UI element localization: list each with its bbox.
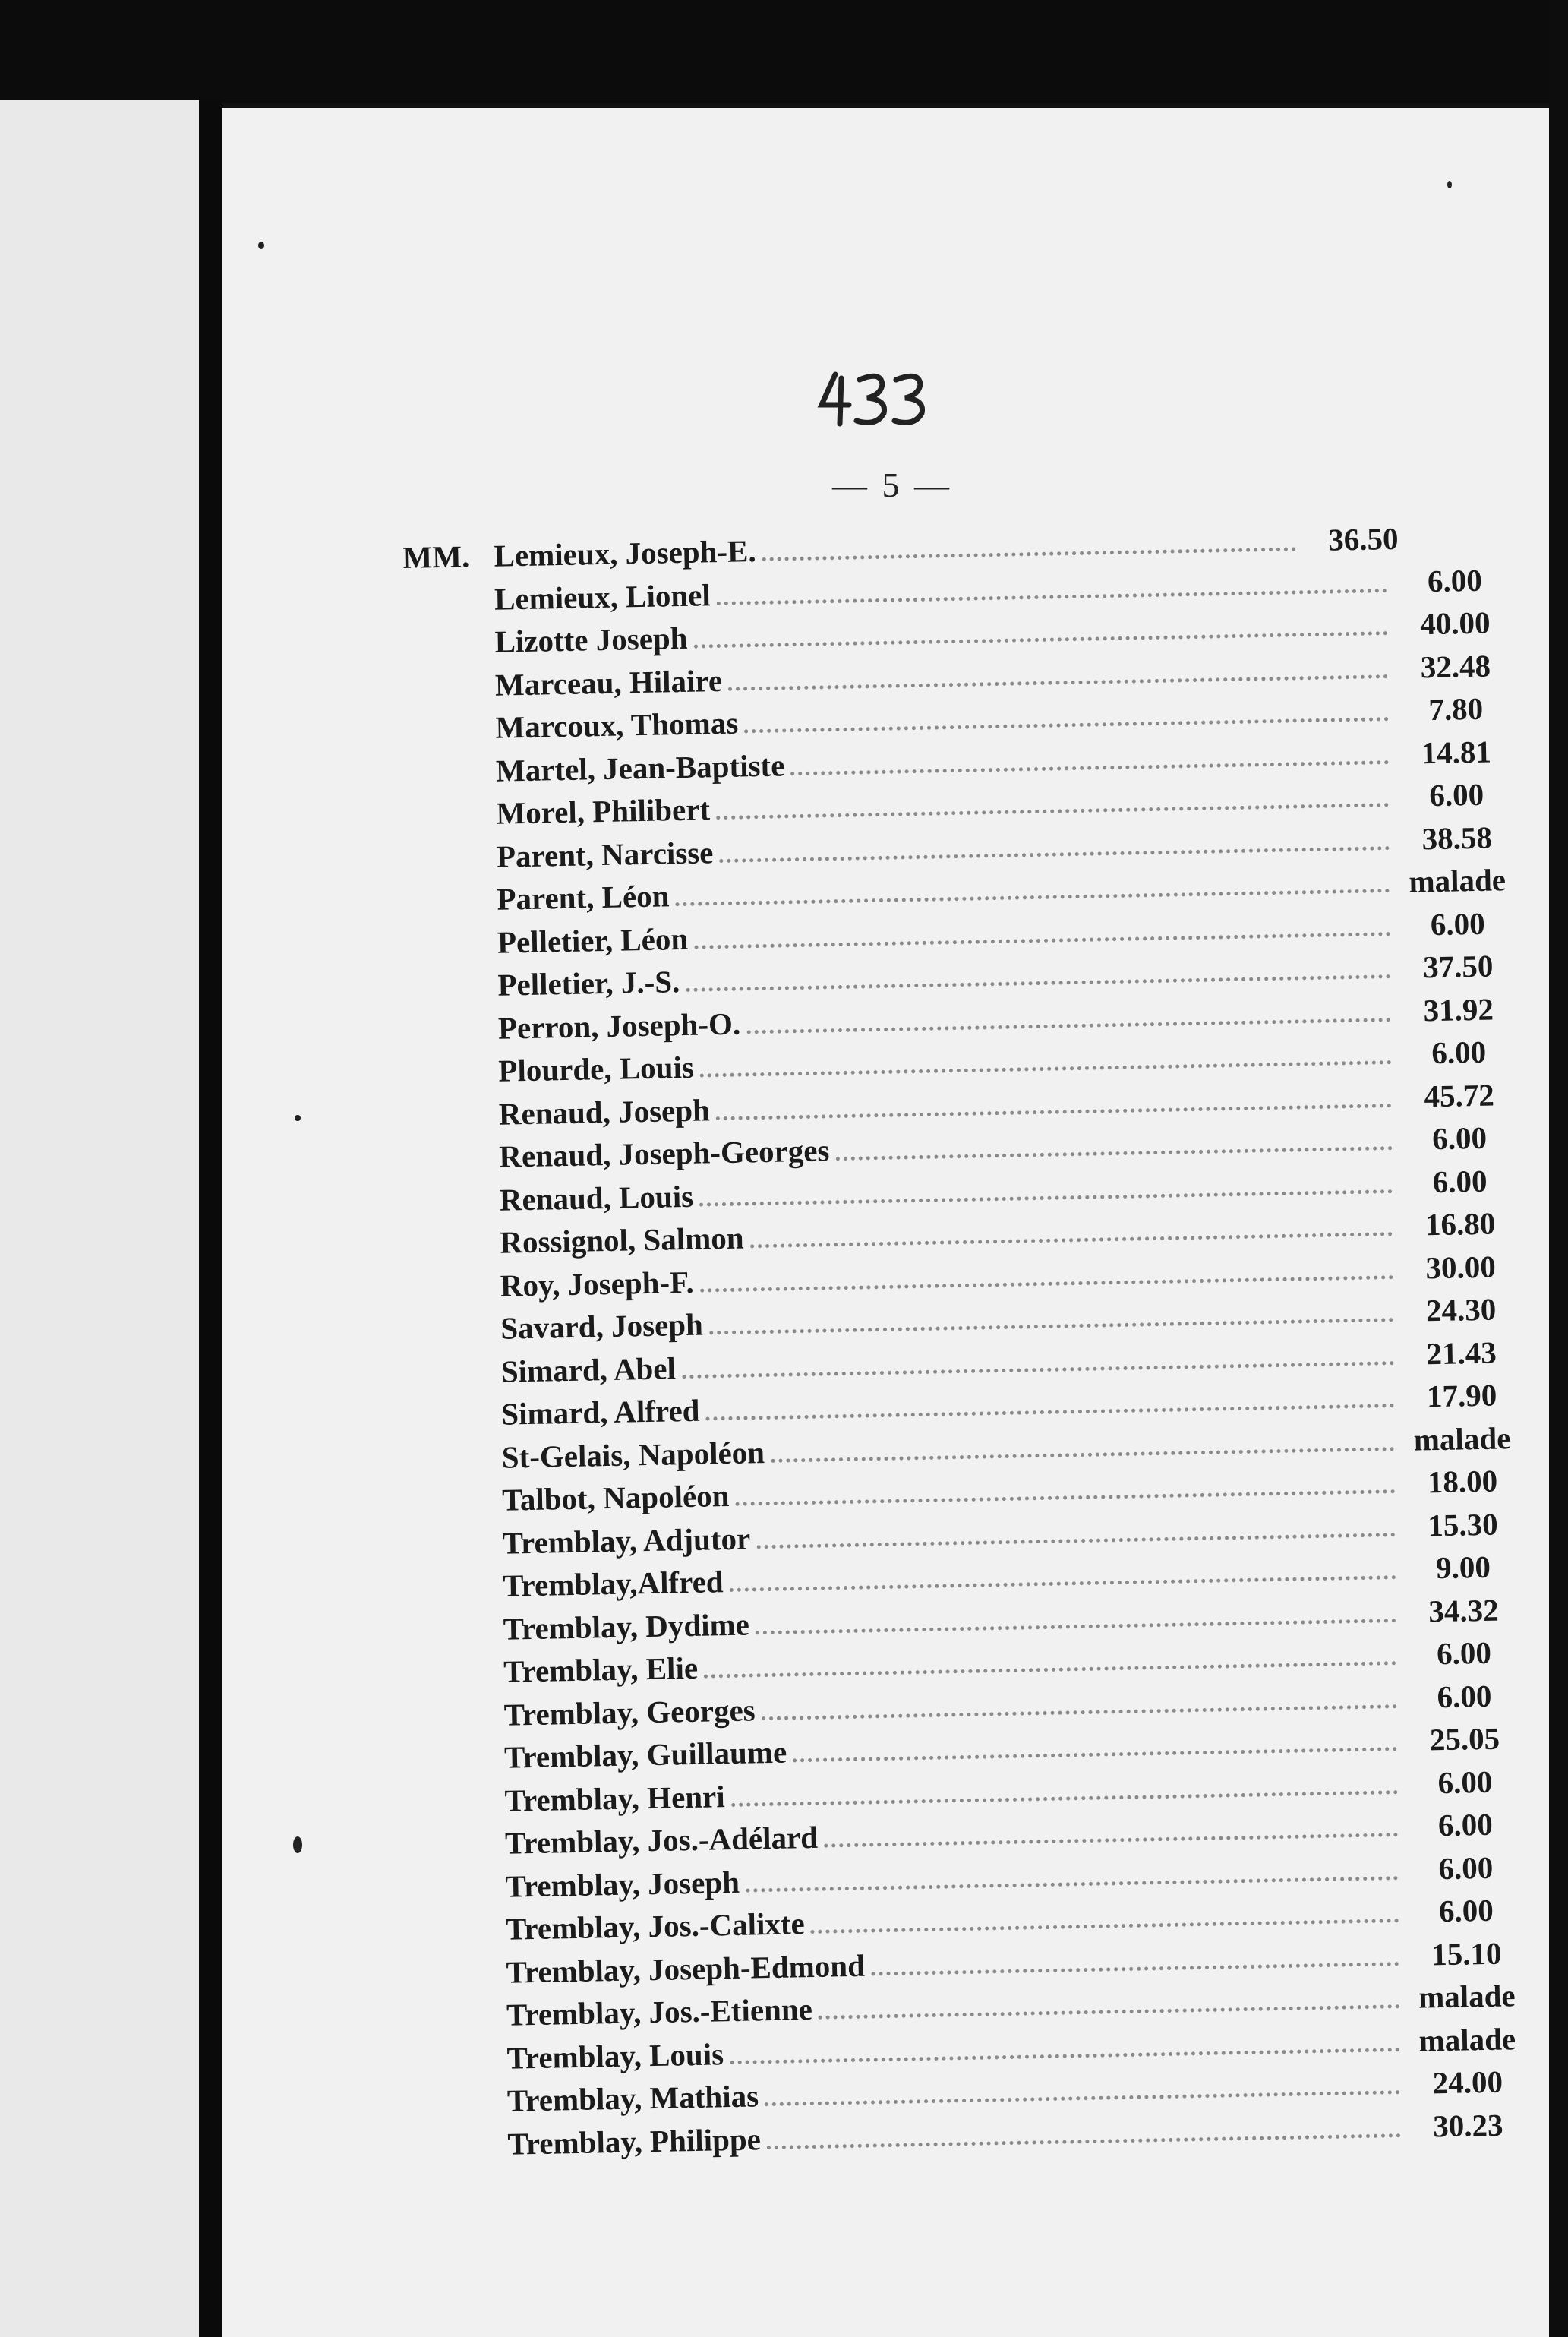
entry-amount: 6.00	[1428, 776, 1484, 813]
entry-name: Pelletier, Léon	[497, 921, 689, 960]
dot-leader	[824, 1833, 1398, 1848]
entry-amount: 32.48	[1420, 648, 1491, 684]
entry-name: Tremblay, Joseph-Edmond	[506, 1947, 866, 1990]
contribution-list	[402, 513, 1516, 2203]
entry-amount: 9.00	[1435, 1549, 1491, 1586]
entry-amount: 6.00	[1436, 1634, 1492, 1672]
entry-amount: 45.72	[1424, 1077, 1495, 1113]
entry-amount: malade	[1413, 1420, 1511, 1457]
entry-amount: 14.81	[1421, 734, 1492, 770]
entry-amount: 6.00	[1438, 1849, 1494, 1886]
entry-name: Renaud, Joseph-Georges	[498, 1132, 830, 1174]
entry-name: Plourde, Louis	[497, 1049, 695, 1088]
entry-amount: 31.92	[1423, 991, 1494, 1028]
dot-leader	[767, 2133, 1401, 2149]
entry-amount: 15.10	[1431, 1935, 1502, 1972]
scan-speck	[295, 1115, 301, 1121]
entry-name: Morel, Philibert	[496, 791, 711, 831]
entry-name: Marcoux, Thomas	[495, 705, 739, 745]
entry-amount: 25.05	[1429, 1720, 1500, 1757]
entry-amount: 18.00	[1427, 1463, 1498, 1500]
entry-name: Tremblay, Elie	[503, 1650, 699, 1689]
entry-amount: malade	[1418, 2020, 1516, 2058]
entry-name: Tremblay, Adjutor	[502, 1520, 751, 1561]
scan-speck	[258, 242, 264, 249]
dot-leader	[836, 1146, 1393, 1161]
entry-name: Renaud, Joseph	[498, 1091, 711, 1132]
entry-amount: 6.00	[1437, 1678, 1492, 1714]
entry-amount: 24.30	[1425, 1291, 1497, 1328]
entry-name: Pelletier, J.-S.	[497, 964, 680, 1003]
entry-amount: 6.00	[1437, 1806, 1494, 1843]
entry-name: Simard, Alfred	[500, 1392, 700, 1432]
entry-name: Lizotte Joseph	[494, 620, 688, 659]
scan-right-border	[1549, 0, 1568, 2337]
entry-amount: 21.43	[1426, 1334, 1497, 1371]
entry-name: Tremblay,Alfred	[502, 1564, 724, 1603]
entry-amount: 15.30	[1427, 1506, 1499, 1543]
entry-name: Tremblay, Jos.-Calixte	[505, 1906, 806, 1947]
dot-leader	[871, 1962, 1399, 1975]
entry-amount: 30.23	[1432, 2107, 1503, 2143]
entry-name: Renaud, Louis	[499, 1178, 694, 1217]
entry-amount: 36.50	[1327, 520, 1399, 557]
entry-amount: 6.00	[1437, 1764, 1493, 1800]
entry-amount: malade	[1409, 862, 1506, 899]
scan-speck	[293, 1836, 302, 1853]
entry-amount: 24.00	[1432, 2064, 1503, 2101]
facing-page	[0, 100, 199, 2337]
entry-name: Martel, Jean-Baptiste	[495, 747, 785, 788]
scan-speck	[1447, 181, 1452, 188]
entry-amount: 7.80	[1428, 690, 1484, 728]
entry-name: Parent, Narcisse	[496, 834, 714, 874]
entry-name: Tremblay, Jos.-Adélard	[504, 1819, 819, 1861]
entry-name: Talbot, Napoléon	[501, 1477, 730, 1517]
book-gutter	[199, 100, 222, 2337]
entry-amount: 17.90	[1426, 1377, 1497, 1414]
entry-name: St-Gelais, Napoléon	[501, 1434, 765, 1475]
dot-leader	[762, 547, 1296, 561]
entry-name: Lemieux, Joseph-E.	[494, 533, 757, 573]
entry-name: Tremblay, Jos.-Etienne	[506, 1991, 813, 2032]
entry-amount: 40.00	[1419, 605, 1491, 642]
entry-name: Tremblay, Henri	[504, 1778, 726, 1818]
entry-name: Marceau, Hilaire	[494, 662, 723, 703]
entry-amount: 6.00	[1427, 562, 1483, 598]
handwritten-folio-drawing	[812, 363, 942, 431]
entry-name: Tremblay, Mathias	[506, 2078, 759, 2118]
entry-name: Tremblay, Joseph	[505, 1864, 740, 1904]
entry-amount: 6.00	[1431, 1034, 1487, 1071]
entry-amount: 34.32	[1428, 1592, 1500, 1628]
entry-amount: 6.00	[1431, 1120, 1488, 1157]
entry-name: Roy, Joseph-F.	[500, 1264, 695, 1303]
entry-amount: malade	[1418, 1978, 1516, 2015]
entry-amount: 37.50	[1422, 948, 1494, 985]
entry-name: Tremblay, Dydime	[503, 1606, 750, 1647]
entry-name: Simard, Abel	[500, 1350, 677, 1389]
entry-name: Perron, Joseph-O.	[497, 1006, 741, 1046]
entry-name: Tremblay, Georges	[503, 1691, 756, 1732]
entry-amount: 6.00	[1430, 905, 1486, 942]
entry-amount: 6.00	[1432, 1163, 1488, 1199]
entry-name: Tremblay, Philippe	[507, 2121, 762, 2162]
entry-name: Lemieux, Lionel	[494, 576, 711, 617]
scan-top-border	[0, 0, 1568, 103]
entry-amount: 38.58	[1421, 820, 1493, 856]
entry-name: Tremblay, Guillaume	[503, 1734, 787, 1775]
entry-name: Tremblay, Louis	[506, 2035, 724, 2076]
entry-name: Rossignol, Salmon	[499, 1220, 744, 1260]
entry-amount: 16.80	[1424, 1205, 1496, 1243]
entry-amount: 30.00	[1425, 1249, 1497, 1285]
handwritten-folio-number	[812, 363, 942, 431]
entry-name: Parent, Léon	[497, 878, 670, 917]
entry-amount: 6.00	[1438, 1892, 1494, 1929]
entry-name: Savard, Joseph	[500, 1306, 704, 1346]
honorific-prefix: MM.	[402, 538, 470, 575]
page-number: — 5 —	[832, 466, 952, 504]
